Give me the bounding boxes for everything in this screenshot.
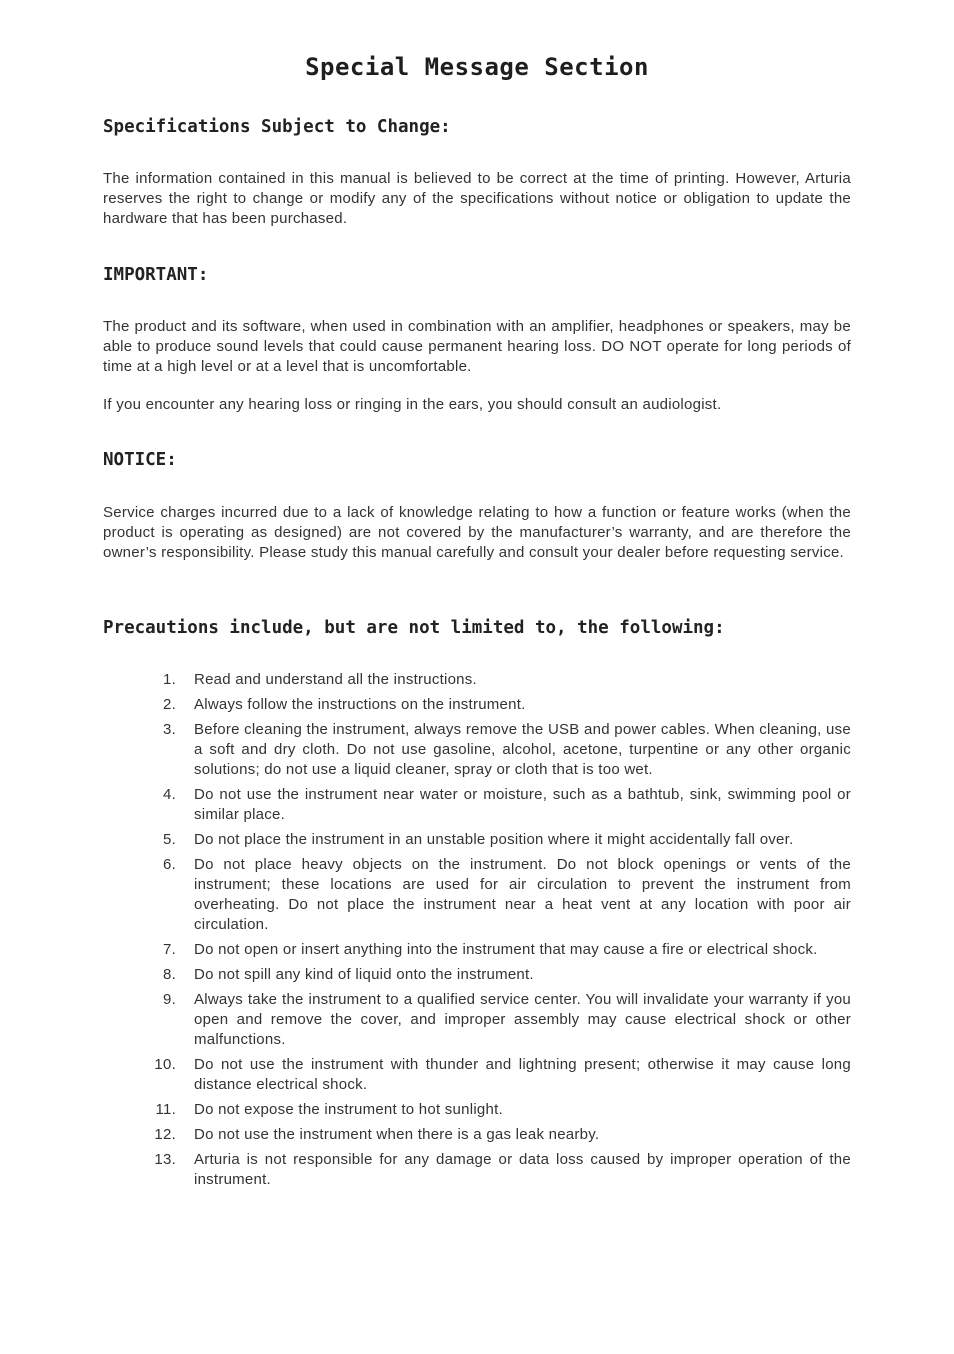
- list-item-text: Arturia is not responsible for any damage or data loss caused by improper operation of the instrument.: [194, 1151, 851, 1188]
- list-item-number: 2.: [162, 696, 176, 713]
- list-item-number: 6.: [162, 856, 176, 873]
- list-item-text: Always follow the instructions on the instrument.: [194, 696, 526, 713]
- list-item-text: Do not use the instrument when there is a gas leak nearby.: [194, 1126, 600, 1143]
- list-item: [103, 1125, 851, 1145]
- list-item-number: 1.: [162, 671, 176, 688]
- specs-heading: Specifications Subject to Change:: [103, 117, 451, 137]
- list-item: [103, 1055, 851, 1095]
- important-heading: IMPORTANT:: [103, 265, 209, 285]
- list-item: [103, 990, 851, 1050]
- specs-paragraph: The information contained in this manual is believed to be correct at the time of printing. However, Arturia reserves the right to change or modify any of the specifications without notice or obligation to update the hardware that has been purchased.: [103, 170, 851, 227]
- notice-heading: NOTICE:: [103, 450, 177, 470]
- list-item: [103, 785, 851, 825]
- notice-paragraph: Service charges incurred due to a lack of knowledge relating to how a function or feature works (when the product is operating as designed) are not covered by the manufacturer’s warranty, and are therefore the owner’s responsibility. Please study this manual carefully and consult your dealer before requesting service.: [103, 504, 851, 561]
- list-item-number: 4.: [162, 786, 176, 803]
- list-item-text: Do not expose the instrument to hot sunlight.: [194, 1101, 503, 1118]
- list-item-number: 12.: [154, 1126, 176, 1143]
- list-item-text: Do not use the instrument with thunder and lightning present; otherwise it may cause long distance electrical shock.: [194, 1056, 851, 1093]
- precautions-list: [103, 670, 851, 1195]
- list-item-text: Do not spill any kind of liquid onto the instrument.: [194, 966, 534, 983]
- list-item-text: Before cleaning the instrument, always remove the USB and power cables. When cleaning, use a soft and dry cloth. Do not use gasoline, alcohol, acetone, turpentine or any other organic solutions; do not use a liquid cleaner, spray or cloth that is too wet.: [194, 721, 851, 778]
- important-paragraph-1: The product and its software, when used in combination with an amplifier, headphones or speakers, may be able to produce sound levels that could cause permanent hearing loss. DO NOT operate for long periods of time at a high level or at a level that is uncomfortable.: [103, 318, 851, 375]
- list-item: [103, 1150, 851, 1190]
- list-item-text: Always take the instrument to a qualified service center. You will invalidate your warranty if you open and remove the cover, and improper assembly may cause electrical shock or other malfunctions.: [194, 991, 851, 1048]
- precautions-heading: Precautions include, but are not limited to, the following:: [103, 618, 725, 638]
- list-item-number: 7.: [162, 941, 176, 958]
- list-item: [103, 830, 851, 850]
- important-paragraph-2: If you encounter any hearing loss or ringing in the ears, you should consult an audiologist.: [103, 396, 722, 413]
- list-item: [103, 940, 851, 960]
- list-item-text: Do not place heavy objects on the instrument. Do not block openings or vents of the instrument; these locations are used for air circulation to prevent the instrument from overheating. Do not place the instrument near a heat vent at any location with poor air circulation.: [194, 856, 851, 933]
- list-item-number: 8.: [162, 966, 176, 983]
- list-item: [103, 695, 851, 715]
- list-item-text: Read and understand all the instructions.: [194, 671, 477, 688]
- list-item-number: 5.: [162, 831, 176, 848]
- list-item: [103, 720, 851, 780]
- list-item-text: Do not use the instrument near water or moisture, such as a bathtub, sink, swimming pool or similar place.: [194, 786, 851, 823]
- list-item-number: 3.: [162, 721, 176, 738]
- list-item-number: 9.: [162, 991, 176, 1008]
- list-item-text: Do not place the instrument in an unstable position where it might accidentally fall over.: [194, 831, 794, 848]
- list-item-number: 13.: [154, 1151, 176, 1168]
- page-title: Special Message Section: [305, 53, 649, 81]
- list-item: [103, 965, 851, 985]
- list-item-number: 10.: [154, 1056, 176, 1073]
- list-item: [103, 1100, 851, 1120]
- list-item: [103, 855, 851, 935]
- list-item-number: 11.: [155, 1101, 176, 1118]
- list-item: [103, 670, 851, 690]
- list-item-text: Do not open or insert anything into the instrument that may cause a fire or electrical shock.: [194, 941, 818, 958]
